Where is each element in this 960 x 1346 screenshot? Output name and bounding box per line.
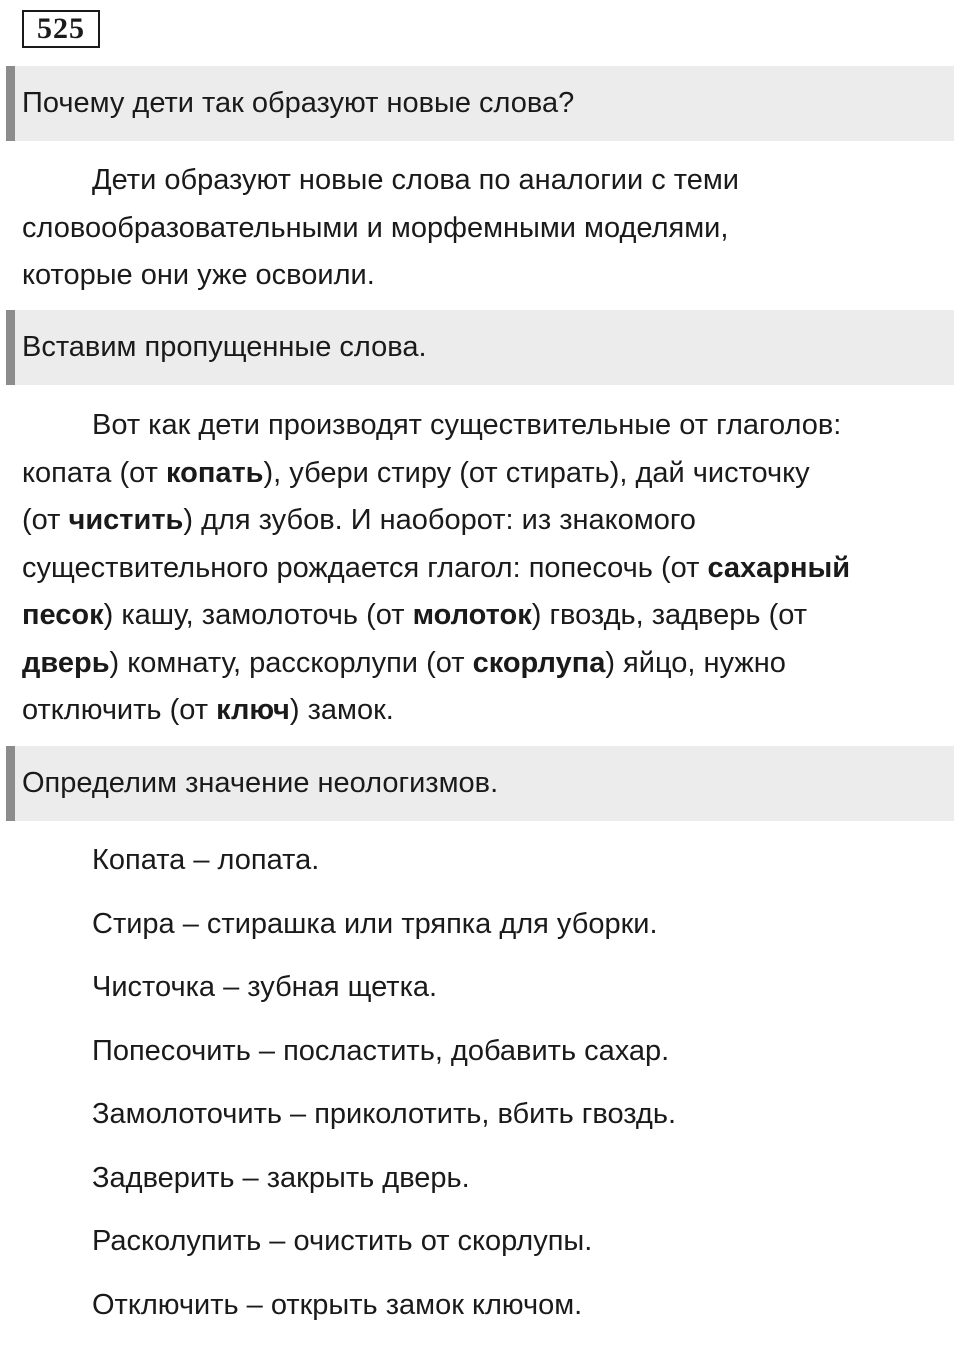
answer-1-line-2: словообразовательными и морфемными моделями, <box>22 205 942 253</box>
answer-2 <box>22 402 942 735</box>
definition-item: Чисточка – зубная щетка. <box>92 965 942 1029</box>
answer-2-line-6: дверь) комнату, расскорлупи (от скорлупа) яйцо, нужно <box>22 640 942 688</box>
definitions-list <box>92 838 942 1346</box>
question-3: Определим значение неологизмов. <box>6 746 954 821</box>
answer-2-line-2: копата (от копать), убери стиру (от стирать), дай чисточку <box>22 450 942 498</box>
definition-item: Копата – лопата. <box>92 838 942 902</box>
definition-item: Попесочить – посластить, добавить сахар. <box>92 1029 942 1093</box>
definition-item: Отключить – открыть замок ключом. <box>92 1283 942 1346</box>
bold-word: дверь <box>22 647 110 679</box>
bold-word: сахарный <box>707 552 850 584</box>
answer-2-line-5: песок) кашу, замолоточь (от молоток) гвоздь, задверь (от <box>22 592 942 640</box>
definition-item: Задверить – закрыть дверь. <box>92 1156 942 1220</box>
bold-word: скорлупа <box>473 647 606 679</box>
bold-word: молоток <box>413 599 532 631</box>
bold-word: ключ <box>216 694 290 726</box>
bold-word: копать <box>166 457 264 489</box>
answer-1 <box>22 157 942 300</box>
answer-2-line-7: отключить (от ключ) замок. <box>22 687 942 735</box>
definition-item: Замолоточить – приколотить, вбить гвоздь. <box>92 1092 942 1156</box>
bold-word: чистить <box>69 504 184 536</box>
question-1: Почему дети так образуют новые слова? <box>6 66 954 141</box>
answer-1-line-1: Дети образуют новые слова по аналогии с теми <box>22 157 942 205</box>
definition-item: Расколупить – очистить от скорлупы. <box>92 1219 942 1283</box>
answer-2-line-4: существительного рождается глагол: попесочь (от сахарный <box>22 545 942 593</box>
answer-2-line-3: (от чистить) для зубов. И наоборот: из знакомого <box>22 497 942 545</box>
question-2: Вставим пропущенные слова. <box>6 310 954 385</box>
task-number: 525 <box>22 10 100 48</box>
answer-1-line-3: которые они уже освоили. <box>22 252 942 300</box>
answer-2-line-1: Вот как дети производят существительные от глаголов: <box>22 402 942 450</box>
definition-item: Стира – стирашка или тряпка для уборки. <box>92 902 942 966</box>
bold-word: песок <box>22 599 104 631</box>
